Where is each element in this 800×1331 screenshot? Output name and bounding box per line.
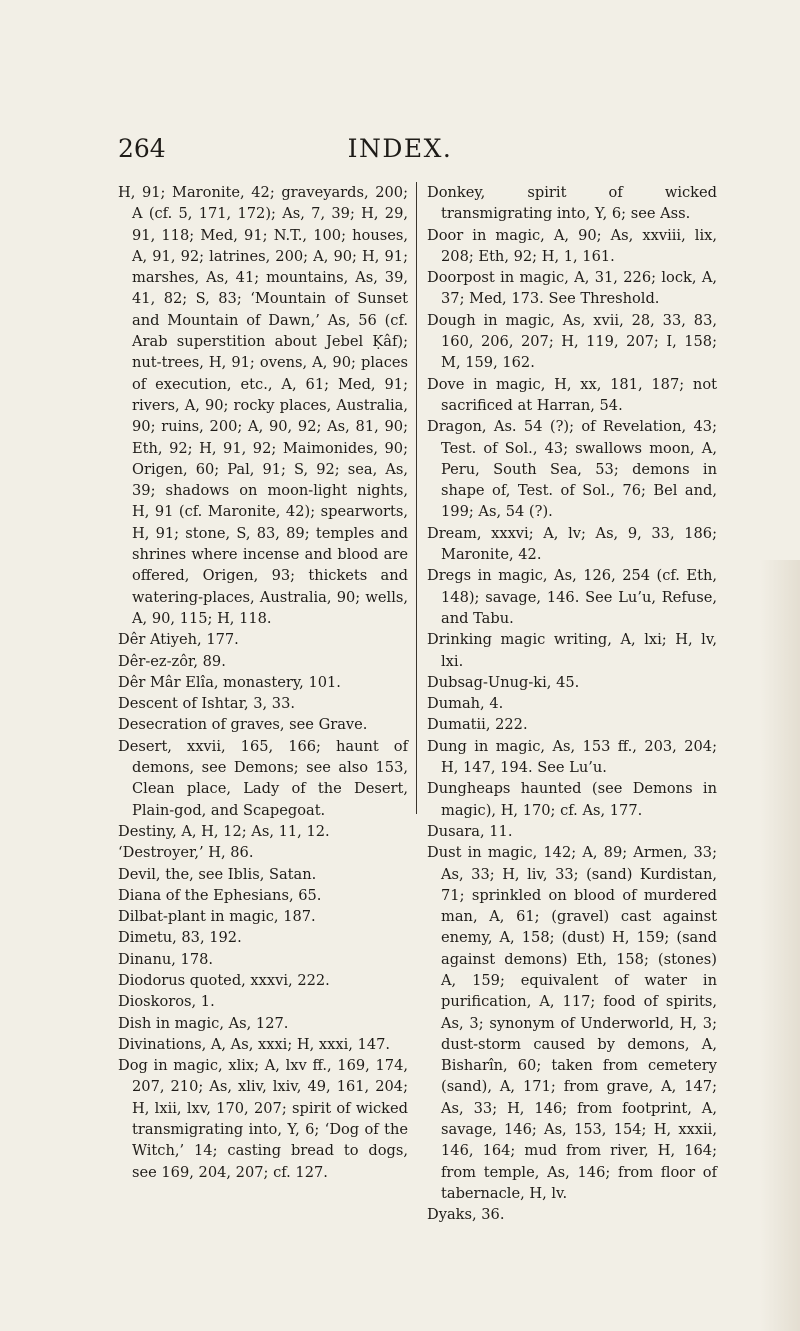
index-entry: Diana of the Ephesians, 65. <box>118 886 322 904</box>
index-entry: Dimetu, 83, 192. <box>118 929 242 947</box>
index-column-right <box>427 182 717 1226</box>
index-entry: Divinations, A, As, xxxi; H, xxxi, 147. <box>118 1035 391 1053</box>
column-divider <box>416 182 417 814</box>
index-entry: Desert, xxvii, 165, 166; haunt of demons, see Demons; see also 153, Clean place, Lady of the Desert, Plain-god, and Scapegoat. <box>118 737 408 819</box>
index-entry: Destiny, A, H, 12; As, 11, 12. <box>118 822 330 840</box>
index-entry: Diodorus quoted, xxxvi, 222. <box>118 971 330 989</box>
index-entry: Descent of Ishtar, 3, 33. <box>118 695 296 713</box>
index-entry: Dragon, As. 54 (?); of Revelation, 43; Test. of Sol., 43; swallows moon, A, Peru, South Sea, 53; demons in shape of, Test. of Sol., 76; Bel and, 199; As, 54 (?). <box>427 418 717 521</box>
index-entry: Dêr Atiyeh, 177. <box>118 631 239 649</box>
index-entry: Dyaks, 36. <box>427 1206 505 1224</box>
page-edge-shadow <box>760 560 800 1331</box>
index-entry: Dubsag-Unug-ki, 45. <box>427 673 580 691</box>
index-entry: Dumah, 4. <box>427 695 504 713</box>
index-entry: Dung in magic, As, 153 ff., 203, 204; H, 147, 194. See Lu’u. <box>427 737 717 777</box>
index-entry: Door in magic, A, 90; As, xxviii, lix, 208; Eth, 92; H, 1, 161. <box>427 226 717 265</box>
index-entry: Devil, the, see Iblis, Satan. <box>118 865 317 883</box>
page-number: 264 <box>118 134 166 163</box>
index-entry: Dregs in magic, As, 126, 254 (cf. Eth, 148); savage, 146. See Lu’u, Refuse, and Tabu. <box>427 567 717 627</box>
index-entry: ‘Destroyer,’ H, 86. <box>118 844 254 862</box>
index-entry: Dough in magic, As, xvii, 28, 33, 83, 160, 206, 207; H, 119, 207; I, 158; M, 159, 162. <box>427 311 717 372</box>
index-entry: Dust in magic, 142; A, 89; Armen, 33; As, 33; H, liv, 33; (sand) Kurdistan, 71; sprinkled on blood of murdered man, A, 61; (gravel) cast against enemy, A, 158; (dust) H, 159; (sand against demons) Eth, 158; (stones) A, 159; equivalent of water in purification, A, 117; food of spirits, As, 3; synonym of Underworld, H, 3; dust-storm caused by demons, A, Bisharîn, 60; taken from cemetery (sand), A, 171; from grave, A, 147; As, 33; H, 146; from footprint, A, savage, 146; As, 153, 154; H, xxxii, 146, 164; mud from river, H, 164; from temple, As, 146; from floor of tabernacle, H, lv. <box>427 844 717 1202</box>
index-entry: Dungheaps haunted (see Demons in magic), H, 170; cf. As, 177. <box>427 780 717 819</box>
index-entry: H, 91; Maronite, 42; graveyards, 200; A (cf. 5, 171, 172); As, 7, 39; H, 29, 91, 118; Med, 91; N.T., 100; houses, A, 91, 92; latrines, 200; A, 90; H, 91; marshes, As, 41; mountains, As, 39, 41, 82; S, 83; ‘Mountain of Sunset and Mountain of Dawn,’ As, 56 (cf. Arab superstition about Jebel Ḳâf); nut-trees, H, 91; ovens, A, 90; places of execution, etc., A, 61; Med, 91; rivers, A, 90; rocky places, Australia, 90; ruins, 200; A, 90, 92; As, 81, 90; Eth, 92; H, 91, 92; Maimonides, 90; Origen, 60; Pal, 91; S, 92; sea, As, 39; shadows on moon-light nights, H, 91 (cf. Maronite, 42); spearworts, H, 91; stone, S, 83, 89; temples and shrines where incense and blood are offered, Origen, 93; thickets and watering-places, Australia, 90; wells, A, 90, 115; H, 118. <box>118 184 408 627</box>
index-entry: Dêr-ez-zôr, 89. <box>118 652 226 670</box>
index-entry: Drinking magic writing, A, lxi; H, lv, lxi. <box>427 631 717 670</box>
index-entry: Donkey, spirit of wicked transmigrating into, Y, 6; see Ass. <box>427 184 717 223</box>
index-entry: Dove in magic, H, xx, 181, 187; not sacrificed at Harran, 54. <box>427 375 717 414</box>
index-entry: Dumatii, 222. <box>427 716 528 734</box>
index-entry: Desecration of graves, see Grave. <box>118 716 368 734</box>
index-entry: Dioskoros, 1. <box>118 993 215 1011</box>
index-entry: Dinanu, 178. <box>118 950 214 968</box>
index-entry: Dêr Mâr Elîa, monastery, 101. <box>118 673 341 691</box>
index-column-left <box>118 182 408 1183</box>
running-head: INDEX. <box>347 134 453 163</box>
index-entry: Dream, xxxvi; A, lv; As, 9, 33, 186; Maronite, 42. <box>427 524 717 564</box>
index-entry: Dilbat-plant in magic, 187. <box>118 908 316 926</box>
index-entry: Dish in magic, As, 127. <box>118 1014 289 1032</box>
index-entry: Doorpost in magic, A, 31, 226; lock, A, 37; Med, 173. See Threshold. <box>427 269 717 308</box>
index-entry: Dog in magic, xlix; A, lxv ff., 169, 174, 207, 210; As, xliv, lxiv, 49, 161, 204; H, lxii, lxv, 170, 207; spirit of wicked transmigrating into, Y, 6; ‘Dog of the Witch,’ 14; casting bread to dogs, see 169, 204, 207; cf. 127. <box>118 1057 408 1181</box>
index-entry: Dusara, 11. <box>427 822 513 840</box>
